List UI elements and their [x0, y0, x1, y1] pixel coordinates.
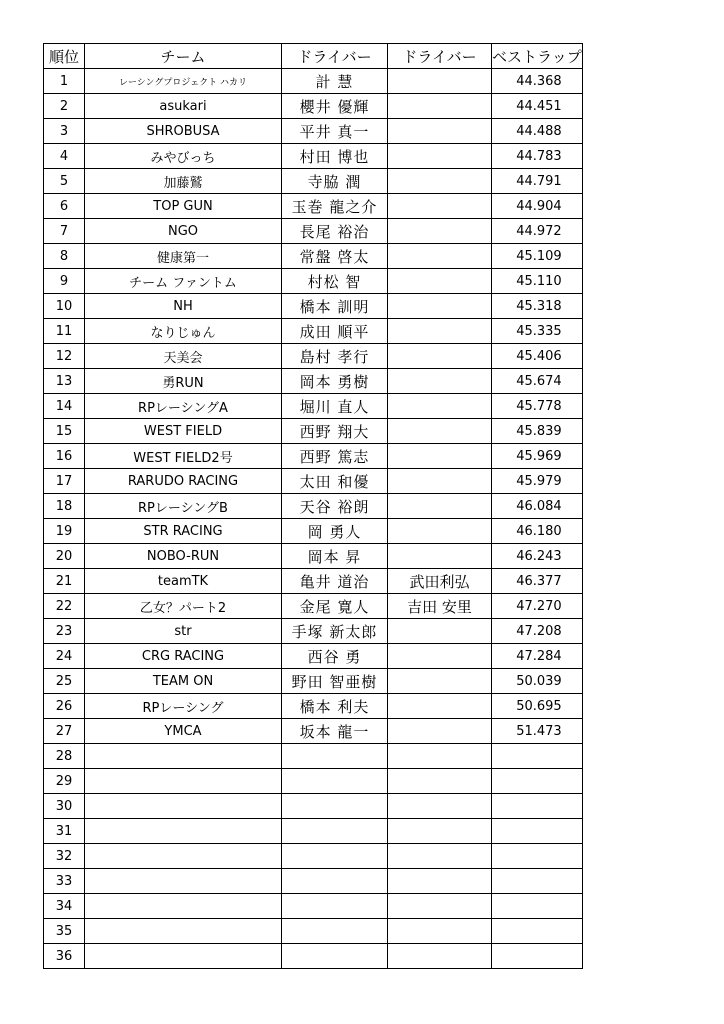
table-row [44, 644, 583, 669]
driver-2-cell [388, 269, 492, 294]
rank-cell: 9 [44, 269, 85, 294]
team-cell [85, 769, 282, 794]
best-lap-cell: 46.243 [492, 544, 583, 569]
driver-2-cell [388, 769, 492, 794]
driver-2-cell [388, 319, 492, 344]
rank-cell: 8 [44, 244, 85, 269]
team-cell: 加藤鷲 [85, 169, 282, 194]
driver-1-cell: 櫻井 優輝 [282, 94, 388, 119]
driver-2-cell [388, 944, 492, 969]
driver-2-cell [388, 244, 492, 269]
team-cell [85, 819, 282, 844]
rank-cell: 35 [44, 919, 85, 944]
team-cell: 乙女？パート2 [85, 594, 282, 619]
rank-cell: 19 [44, 519, 85, 544]
best-lap-cell [492, 794, 583, 819]
driver-2-cell [388, 344, 492, 369]
rank-cell: 6 [44, 194, 85, 219]
rank-cell: 27 [44, 719, 85, 744]
driver-1-cell: 常盤 啓太 [282, 244, 388, 269]
table-row [44, 219, 583, 244]
driver-2-cell [388, 894, 492, 919]
best-lap-cell: 44.368 [492, 69, 583, 94]
table-row [44, 619, 583, 644]
driver-2-cell [388, 669, 492, 694]
driver-1-cell: 太田 和優 [282, 469, 388, 494]
driver-2-cell [388, 694, 492, 719]
rank-cell: 3 [44, 119, 85, 144]
rank-cell: 23 [44, 619, 85, 644]
driver-2-cell [388, 294, 492, 319]
driver-2-cell [388, 644, 492, 669]
best-lap-cell [492, 744, 583, 769]
rank-cell: 13 [44, 369, 85, 394]
header-best-lap: ベストラップ [492, 44, 583, 69]
driver-2-cell [388, 444, 492, 469]
header-driver-2: ドライバー [388, 44, 492, 69]
driver-1-cell: 亀井 道治 [282, 569, 388, 594]
rank-cell: 24 [44, 644, 85, 669]
table-row [44, 169, 583, 194]
rank-cell: 11 [44, 319, 85, 344]
driver-1-cell [282, 744, 388, 769]
driver-1-cell: 村松 智 [282, 269, 388, 294]
rank-cell: 18 [44, 494, 85, 519]
driver-2-cell [388, 844, 492, 869]
rank-cell: 25 [44, 669, 85, 694]
best-lap-cell: 46.377 [492, 569, 583, 594]
driver-1-cell [282, 894, 388, 919]
table-row [44, 119, 583, 144]
team-cell: STR RACING [85, 519, 282, 544]
team-cell: 健康第一 [85, 244, 282, 269]
best-lap-cell: 45.839 [492, 419, 583, 444]
driver-2-cell [388, 819, 492, 844]
best-lap-cell: 47.208 [492, 619, 583, 644]
header-row [44, 44, 583, 69]
driver-2-cell [388, 469, 492, 494]
team-cell: RPレーシングA [85, 394, 282, 419]
rank-cell: 33 [44, 869, 85, 894]
team-cell: WEST FIELD [85, 419, 282, 444]
best-lap-cell: 45.979 [492, 469, 583, 494]
team-cell [85, 919, 282, 944]
best-lap-cell: 45.335 [492, 319, 583, 344]
rank-cell: 15 [44, 419, 85, 444]
table-row [44, 669, 583, 694]
driver-2-cell: 吉田 安里 [388, 594, 492, 619]
header-driver-1: ドライバー [282, 44, 388, 69]
best-lap-cell: 45.406 [492, 344, 583, 369]
driver-2-cell [388, 419, 492, 444]
rank-cell: 28 [44, 744, 85, 769]
best-lap-cell [492, 869, 583, 894]
driver-2-cell: 武田利弘 [388, 569, 492, 594]
header-rank: 順位 [44, 44, 85, 69]
team-cell [85, 794, 282, 819]
table-row [44, 544, 583, 569]
table-row [44, 519, 583, 544]
best-lap-cell: 47.270 [492, 594, 583, 619]
table-row [44, 494, 583, 519]
driver-2-cell [388, 744, 492, 769]
table-row [44, 194, 583, 219]
team-cell: RARUDO RACING [85, 469, 282, 494]
driver-1-cell: 西谷 勇 [282, 644, 388, 669]
results-table [43, 43, 583, 969]
table-row [44, 869, 583, 894]
table-row [44, 144, 583, 169]
rank-cell: 7 [44, 219, 85, 244]
driver-1-cell: 西野 翔大 [282, 419, 388, 444]
rank-cell: 4 [44, 144, 85, 169]
best-lap-cell: 45.969 [492, 444, 583, 469]
driver-2-cell [388, 544, 492, 569]
best-lap-cell [492, 844, 583, 869]
rank-cell: 16 [44, 444, 85, 469]
best-lap-cell [492, 944, 583, 969]
table-row [44, 419, 583, 444]
table-row [44, 794, 583, 819]
best-lap-cell: 45.318 [492, 294, 583, 319]
driver-2-cell [388, 919, 492, 944]
team-cell: なりじゅん [85, 319, 282, 344]
driver-1-cell: 岡 勇人 [282, 519, 388, 544]
team-cell: NOBO-RUN [85, 544, 282, 569]
team-cell: asukari [85, 94, 282, 119]
table-row [44, 394, 583, 419]
team-cell: TOP GUN [85, 194, 282, 219]
best-lap-cell: 44.904 [492, 194, 583, 219]
best-lap-cell: 45.674 [492, 369, 583, 394]
rank-cell: 36 [44, 944, 85, 969]
driver-2-cell [388, 869, 492, 894]
team-cell: YMCA [85, 719, 282, 744]
table-row [44, 94, 583, 119]
team-cell [85, 844, 282, 869]
team-cell: RPレーシングB [85, 494, 282, 519]
team-cell [85, 944, 282, 969]
team-cell: レーシングプロジェクト ハカリ [85, 69, 282, 94]
best-lap-cell: 44.783 [492, 144, 583, 169]
driver-2-cell [388, 169, 492, 194]
rank-cell: 31 [44, 819, 85, 844]
rank-cell: 2 [44, 94, 85, 119]
best-lap-cell: 47.284 [492, 644, 583, 669]
best-lap-cell: 45.109 [492, 244, 583, 269]
driver-2-cell [388, 619, 492, 644]
rank-cell: 10 [44, 294, 85, 319]
driver-1-cell: 島村 孝行 [282, 344, 388, 369]
rank-cell: 1 [44, 69, 85, 94]
driver-1-cell: 岡本 昇 [282, 544, 388, 569]
team-cell [85, 869, 282, 894]
rank-cell: 22 [44, 594, 85, 619]
team-cell: WEST FIELD2号 [85, 444, 282, 469]
table-row [44, 244, 583, 269]
team-cell: チーム ファントム [85, 269, 282, 294]
driver-1-cell [282, 844, 388, 869]
team-cell: TEAM ON [85, 669, 282, 694]
rank-cell: 14 [44, 394, 85, 419]
table-row [44, 319, 583, 344]
table-row [44, 369, 583, 394]
best-lap-cell: 51.473 [492, 719, 583, 744]
driver-2-cell [388, 794, 492, 819]
rank-cell: 21 [44, 569, 85, 594]
best-lap-cell: 44.791 [492, 169, 583, 194]
team-cell: みやびっち [85, 144, 282, 169]
driver-1-cell [282, 769, 388, 794]
header-team: チーム [85, 44, 282, 69]
driver-2-cell [388, 144, 492, 169]
driver-2-cell [388, 119, 492, 144]
driver-1-cell: 岡本 勇樹 [282, 369, 388, 394]
driver-1-cell: 野田 智亜樹 [282, 669, 388, 694]
team-cell: SHROBUSA [85, 119, 282, 144]
table-row [44, 769, 583, 794]
best-lap-cell: 44.972 [492, 219, 583, 244]
driver-1-cell [282, 794, 388, 819]
best-lap-cell [492, 819, 583, 844]
driver-1-cell: 天谷 裕朗 [282, 494, 388, 519]
rank-cell: 29 [44, 769, 85, 794]
driver-1-cell [282, 869, 388, 894]
driver-1-cell: 金尾 寛人 [282, 594, 388, 619]
driver-1-cell: 村田 博也 [282, 144, 388, 169]
driver-1-cell: 橋本 利夫 [282, 694, 388, 719]
driver-2-cell [388, 394, 492, 419]
best-lap-cell: 44.451 [492, 94, 583, 119]
table-row [44, 344, 583, 369]
driver-2-cell [388, 494, 492, 519]
table-row [44, 69, 583, 94]
table-row [44, 594, 583, 619]
table-row [44, 844, 583, 869]
rank-cell: 34 [44, 894, 85, 919]
driver-2-cell [388, 519, 492, 544]
driver-1-cell: 寺脇 潤 [282, 169, 388, 194]
team-cell: 天美会 [85, 344, 282, 369]
rank-cell: 5 [44, 169, 85, 194]
driver-1-cell: 計 慧 [282, 69, 388, 94]
team-cell: NH [85, 294, 282, 319]
driver-1-cell: 平井 真一 [282, 119, 388, 144]
driver-1-cell [282, 919, 388, 944]
team-cell: teamTK [85, 569, 282, 594]
driver-1-cell [282, 944, 388, 969]
table-row [44, 569, 583, 594]
driver-2-cell [388, 194, 492, 219]
table-row [44, 719, 583, 744]
driver-1-cell: 玉巻 龍之介 [282, 194, 388, 219]
table-row [44, 444, 583, 469]
driver-2-cell [388, 69, 492, 94]
table-row [44, 744, 583, 769]
team-cell: RPレーシング [85, 694, 282, 719]
best-lap-cell: 46.084 [492, 494, 583, 519]
rank-cell: 17 [44, 469, 85, 494]
team-cell: CRG RACING [85, 644, 282, 669]
best-lap-cell: 50.039 [492, 669, 583, 694]
rank-cell: 12 [44, 344, 85, 369]
rank-cell: 32 [44, 844, 85, 869]
table-row [44, 294, 583, 319]
table-row [44, 944, 583, 969]
driver-1-cell: 坂本 龍一 [282, 719, 388, 744]
driver-2-cell [388, 94, 492, 119]
rank-cell: 26 [44, 694, 85, 719]
driver-1-cell: 成田 順平 [282, 319, 388, 344]
driver-1-cell [282, 819, 388, 844]
best-lap-cell [492, 769, 583, 794]
team-cell: str [85, 619, 282, 644]
driver-1-cell: 堀川 直人 [282, 394, 388, 419]
team-cell: NGO [85, 219, 282, 244]
driver-2-cell [388, 719, 492, 744]
driver-1-cell: 長尾 裕治 [282, 219, 388, 244]
best-lap-cell: 44.488 [492, 119, 583, 144]
table-row [44, 919, 583, 944]
team-cell [85, 894, 282, 919]
rank-cell: 30 [44, 794, 85, 819]
rank-cell: 20 [44, 544, 85, 569]
driver-2-cell [388, 219, 492, 244]
driver-1-cell: 西野 篤志 [282, 444, 388, 469]
driver-1-cell: 橋本 訓明 [282, 294, 388, 319]
driver-2-cell [388, 369, 492, 394]
team-cell: 勇RUN [85, 369, 282, 394]
best-lap-cell [492, 894, 583, 919]
table-row [44, 894, 583, 919]
table-row [44, 694, 583, 719]
best-lap-cell: 46.180 [492, 519, 583, 544]
best-lap-cell: 45.778 [492, 394, 583, 419]
table-row [44, 469, 583, 494]
table-row [44, 269, 583, 294]
team-cell [85, 744, 282, 769]
driver-1-cell: 手塚 新太郎 [282, 619, 388, 644]
best-lap-cell [492, 919, 583, 944]
table-row [44, 819, 583, 844]
best-lap-cell: 45.110 [492, 269, 583, 294]
best-lap-cell: 50.695 [492, 694, 583, 719]
